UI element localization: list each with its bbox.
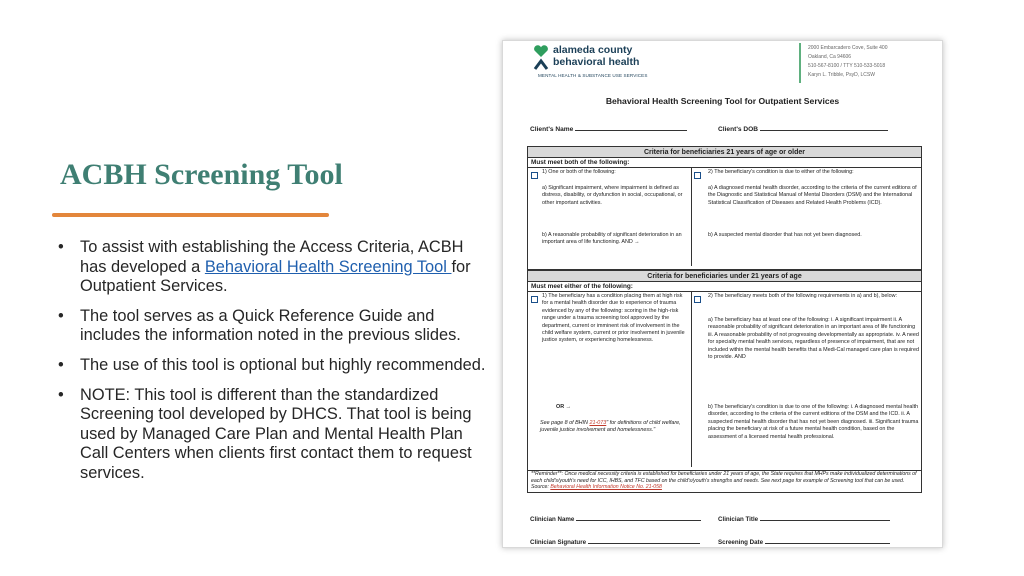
criteria-table-adult	[527, 146, 922, 270]
table-body	[528, 292, 921, 467]
checkbox-adult-1[interactable]	[531, 172, 538, 179]
address-line: Karyn L. Tribble, PsyD, LCSW	[808, 72, 875, 78]
or-text: OR →	[556, 404, 571, 410]
address-divider	[799, 43, 801, 83]
bullet-text: To assist with establishing the Access Criteria, ACBH has developed a	[80, 238, 464, 276]
bullet-item	[58, 238, 488, 297]
criterion-text: 2) The beneficiary's condition is due to either of the following:	[708, 169, 854, 175]
address-line: 510-567-8100 / TTY 510-533-5018	[808, 63, 886, 69]
screening-date-field	[718, 538, 890, 546]
note-text: " for definitions of child welfare, juvenile justice involvement and homelessness."	[540, 420, 681, 434]
bhin-note	[540, 420, 688, 435]
checkbox-youth-1[interactable]	[531, 296, 538, 303]
bullet-item	[58, 307, 488, 346]
clinician-title-field	[718, 515, 890, 523]
bullet-item	[58, 356, 488, 376]
reminder-text: **Reminder**: Once medical necessity criteria is established for beneficiaries under 21 years of age, the State requires that MHPs make individualized determinations of each child's/youth's need for ICC, IHBS, and TFC based on the child's/youth's strengths and needs. See next page for example of Screening tool that can be used. Source:	[531, 471, 917, 491]
client-name-label: Client's Name	[530, 126, 574, 133]
table-header: Criteria for beneficiaries under 21 years of age	[528, 271, 921, 282]
must-meet-row: Must meet either of the following:	[528, 282, 921, 292]
clinician-name-field	[530, 515, 701, 523]
logo-subtitle: MENTAL HEALTH & SUBSTANCE USE SERVICES	[538, 73, 648, 78]
address-line: Oakland, Ca 94606	[808, 54, 852, 60]
screening-tool-link[interactable]: Behavioral Health Screening Tool	[204, 257, 452, 276]
checkbox-adult-2[interactable]	[694, 172, 701, 179]
criterion-text: b) A suspected mental disorder that has not yet been diagnosed.	[708, 232, 862, 238]
signature-line	[576, 515, 701, 521]
slide-title: ACBH Screening Tool	[60, 158, 343, 191]
screening-tool-document	[502, 40, 943, 548]
screening-date-label: Screening Date	[718, 539, 764, 546]
note-text: See page 8 of BHIN	[540, 420, 590, 426]
signature-line	[760, 515, 890, 521]
address-line: 2000 Embarcadero Cove, Suite 400	[808, 45, 888, 51]
criteria-table-youth	[527, 270, 922, 471]
bullet-text: NOTE: This tool is different than the standardized Screening tool developed by DHCS. That tool is being used by Managed Care Plan and Mental Health Plan Call Centers when clients first contact them to request services.	[80, 385, 472, 482]
clinician-signature-label: Clinician Signature	[530, 539, 587, 546]
criterion-text: b) The beneficiary's condition is due to one of the following: i. A diagnosed mental health disorder, according to the criteria of the current editions of the DSM and the ICD. ii. A suspected mental health disorder that has not yet been diagnosed. iii. Significant trauma placing the beneficiary at risk of a future mental health condition, based on the assessment of a licensed mental health professional.	[708, 404, 919, 440]
criterion-text: 2) The beneficiary meets both of the following requirements in a) and b), below:	[708, 293, 897, 299]
bhin-link[interactable]: 21-073	[589, 420, 607, 426]
bullet-text: The tool serves as a Quick Reference Guide and includes the information noted in the previous slides.	[80, 306, 461, 345]
client-dob-label: Client's DOB	[718, 126, 759, 133]
bullet-text: for Outpatient Services.	[80, 257, 471, 296]
must-meet-row: Must meet both of the following:	[528, 158, 921, 168]
column-divider	[691, 168, 692, 266]
logo-text-line2: behavioral health	[553, 56, 640, 68]
criterion-text: a) A diagnosed mental health disorder, according to the criteria of the current editions of the Diagnostic and Statistical Manual of Mental Disorders (DSM) and the International Statistical Classification of Diseases and Related Health Problems (ICD).	[708, 185, 917, 206]
reminder-note	[527, 470, 922, 493]
client-dob-field	[718, 125, 888, 133]
client-name-line	[575, 125, 687, 131]
clinician-signature-field	[530, 538, 700, 546]
column-divider	[691, 292, 692, 467]
criterion-text: 1) The beneficiary has a condition placing them at high risk for a mental health disorder due to experience of trauma evidenced by any of the following: scoring in the high-risk range under a trauma screening tool approved by the department, current or imminent risk of involvement in the child welfare system, current or prior involvement in juvenile justice system, or experiencing homelessness.	[542, 293, 685, 344]
clinician-title-label: Clinician Title	[718, 516, 759, 523]
criterion-text: a) Significant impairment, where impairment is defined as distress, disability, or dysfunction in social, occupational, or other important activities.	[542, 185, 683, 206]
client-name-field	[530, 125, 687, 133]
criterion-text: 1) One or both of the following:	[542, 169, 616, 175]
reminder-link[interactable]: Behavioral Health Information Notice No. 21-058	[550, 484, 662, 491]
logo-text-line1: alameda county	[553, 44, 633, 56]
signature-line	[588, 538, 700, 544]
document-header	[503, 41, 942, 89]
client-dob-line	[760, 125, 888, 131]
table-body	[528, 168, 921, 266]
clinician-name-label: Clinician Name	[530, 516, 575, 523]
heart-logo-icon	[533, 45, 549, 71]
document-title: Behavioral Health Screening Tool for Outpatient Services	[605, 96, 840, 106]
checkbox-youth-2[interactable]	[694, 296, 701, 303]
title-underline	[52, 213, 329, 217]
bullet-text: The use of this tool is optional but highly recommended.	[80, 355, 486, 374]
table-header: Criteria for beneficiaries 21 years of age or older	[528, 147, 921, 158]
bullet-item	[58, 386, 488, 484]
signature-line	[765, 538, 890, 544]
criterion-text: a) The beneficiary has at least one of the following: i. A significant impairment ii. A reasonable probability of significant deterioration in an important area of life functioning iii. A reasonable probability of not progressing developmentally as appropriate. iv. A need for specialty mental health services, regardless of presence of impairment, that are not included within the mental health benefits that a Medi-Cal managed care plan is required to provide. AND	[708, 317, 919, 361]
criterion-text: b) A reasonable probability of significant deterioration in an important area of life functioning. AND →	[542, 232, 682, 246]
bullet-list	[58, 238, 488, 494]
